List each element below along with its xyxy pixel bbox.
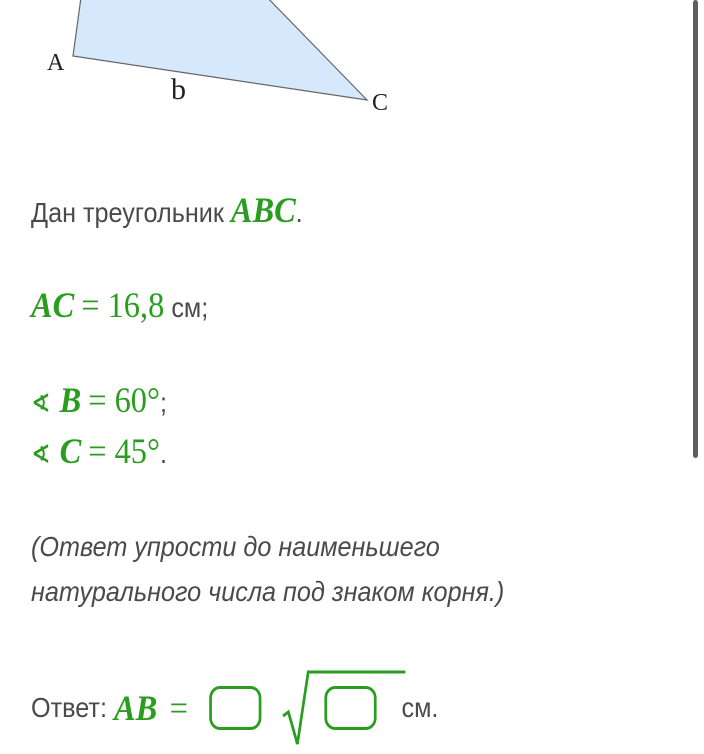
intro-line [31,190,303,230]
vertex-c-label: C [372,90,389,116]
intro-end: . [295,197,303,228]
sqrt-icon [281,670,407,754]
vertex-a-label: A [47,50,65,76]
answer-label: Ответ: [31,692,114,723]
answer-unit: см. [401,692,439,723]
angle-b-line [31,380,167,421]
side-b-label: b [171,73,186,106]
triangle-name: ABC [230,190,296,230]
answer-line [31,686,438,726]
scrollbar[interactable] [693,0,698,458]
answer-equals: = [169,688,188,728]
ac-line [31,285,209,325]
sqrt-group [281,686,376,730]
intro-text: Дан треугольник [31,197,224,228]
answer-variable: AB [113,688,158,728]
triangle-figure [0,0,430,130]
hint-line-2: натурального числа под знаком корня.) [31,576,505,607]
angle-b-end: ; [159,387,167,418]
angle-icon: ∢ [31,440,51,470]
ac-unit: см; [164,292,209,323]
angle-icon: ∢ [31,389,51,419]
ac-variable: AC [31,285,75,325]
angle-c-value: = 45° [88,431,160,471]
ac-value: = 16,8 [81,285,165,325]
angle-b-value: = 60° [88,380,160,420]
angle-c-line [31,431,167,472]
angle-b-variable: B [59,380,82,420]
angle-c-end: . [159,438,167,469]
coefficient-input[interactable] [209,686,261,730]
hint-line-1: (Ответ упрости до наименьшего [31,531,440,562]
angle-c-variable: C [59,431,82,471]
triangle-shape [73,0,367,100]
